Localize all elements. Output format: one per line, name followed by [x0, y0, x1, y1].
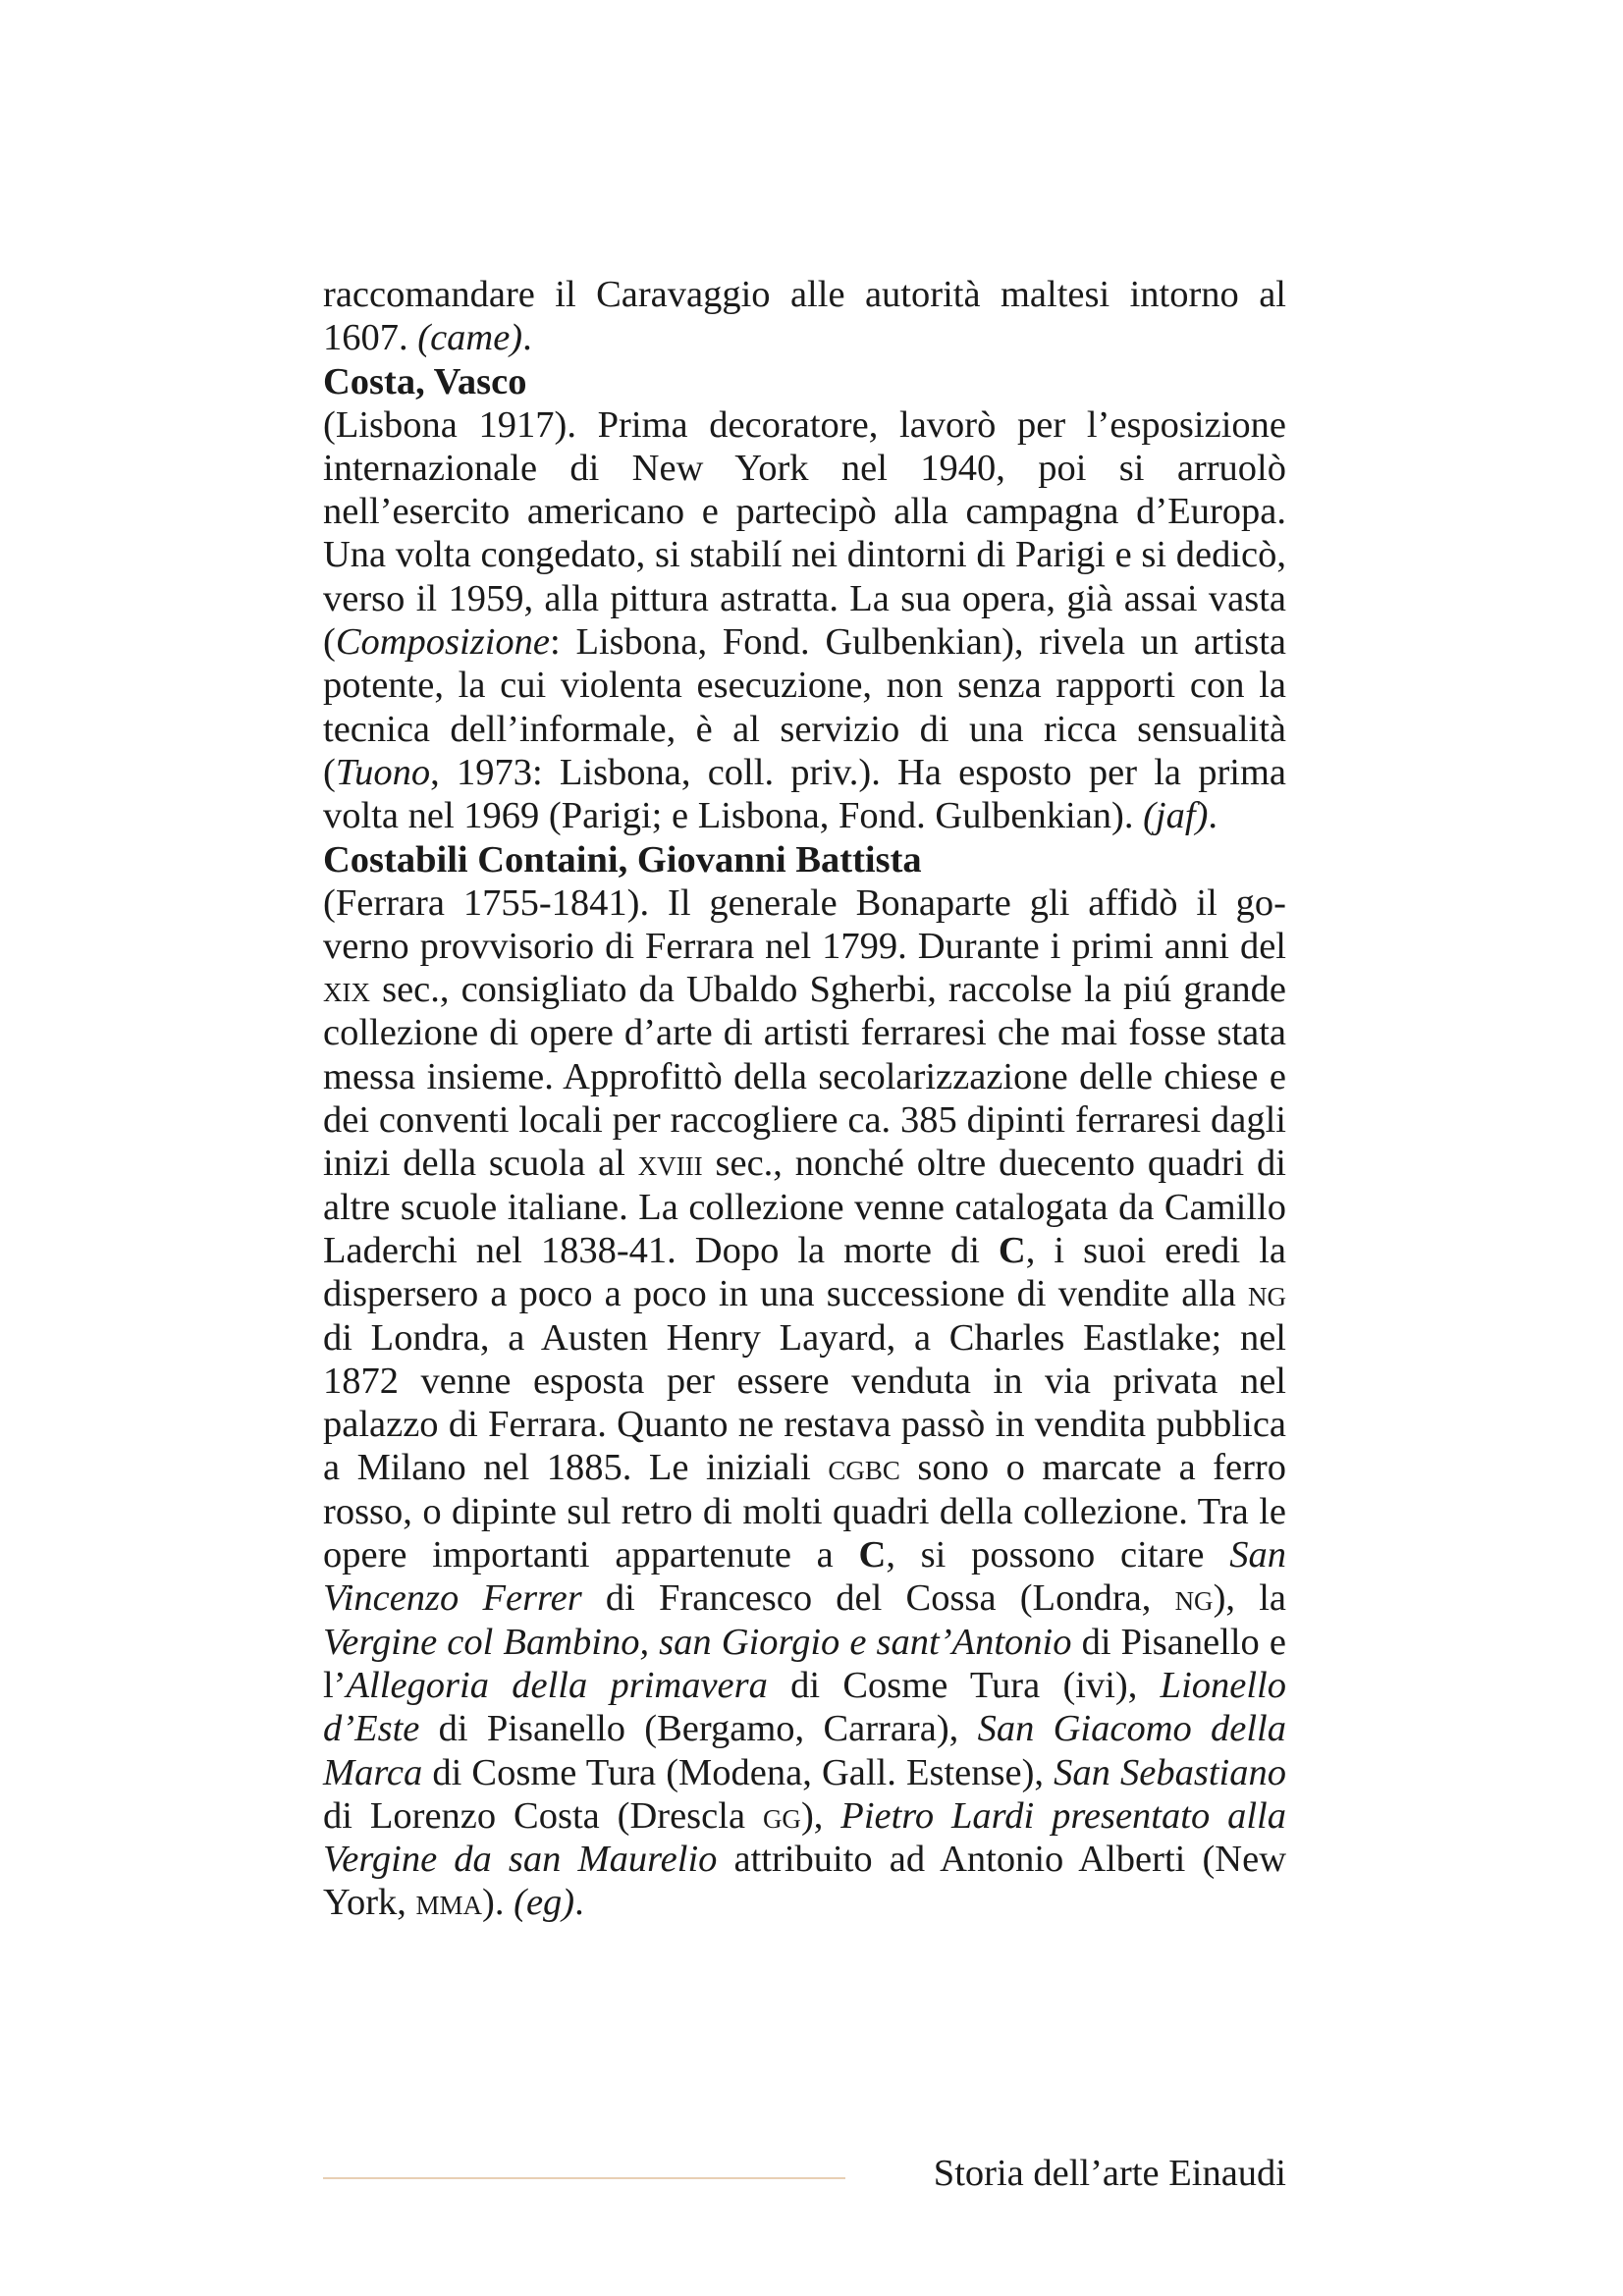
- text-run: ),: [800, 1794, 841, 1837]
- author-initials: (jaf): [1143, 795, 1209, 837]
- text-run: (Lisbona 1917). Prima decoratore, lavorò per l’esposizione internazionale di New York nel 1940, poi si arruolò nell’esercito americano e partecipò alla campagna d’Europa. Una volta congedato, si stabilí nei dintorni di Parigi e si dedicò, verso il 1959, alla pittura astratta. La sua opera, già assai vasta (: [323, 403, 1286, 664]
- text-run: .: [522, 317, 532, 359]
- text-run: .: [574, 1882, 584, 1924]
- artwork-title: Tuono: [335, 751, 431, 793]
- artwork-title: San Sebastiano: [1054, 1751, 1286, 1793]
- text-run: di Lorenzo Costa (Drescla: [323, 1794, 763, 1837]
- text-run: : Lisbona, Fond. Gulbenkian), rivela un artista potente, la cui violenta esecuzione, non senza rapporti con la tecnica dell’informale, è al servizio di una ricca sensualità (: [323, 621, 1286, 793]
- museum-abbreviation: ng: [1174, 1577, 1214, 1620]
- previous-entry-paragraph: [323, 273, 1286, 360]
- century-numeral: xix: [323, 969, 370, 1011]
- text-run: (Ferrara 1755-1841). Il generale Bonaparte gli affidò il governo provvisorio di Ferrara nel 1799. Durante i primi anni del: [323, 881, 1286, 967]
- text-run: sec., nonché oltre duecento quadri di altre scuole italiane. La collezione venne catalogata da Camillo Laderchi nel 1838-41. Dopo la morte di: [323, 1143, 1287, 1271]
- museum-abbreviation: gg: [762, 1794, 801, 1837]
- entry-title-costabili: Costabili Containi, Giovanni Battista: [323, 838, 922, 881]
- artwork-title: Composizione: [335, 621, 551, 664]
- author-initials: (came): [417, 317, 523, 359]
- artwork-title: Lionello d’Este: [323, 1664, 1286, 1750]
- century-numeral: xviii: [637, 1143, 703, 1185]
- text-run: , 1973: Lisbona, coll. priv.). Ha esposto per la prima volta nel 1969 (Parigi; e Lisbona, Fond. Gulbenkian).: [323, 751, 1286, 837]
- artwork-title: San Giacomo della Marca: [323, 1708, 1287, 1793]
- text-run: di Londra, a Austen Henry Layard, a Charles Eastlake; nel 1872 venne esposta per essere venduta in via privata nel palazzo di Ferrara. Quanto ne restava passò in vendita pubblica a Milano nel 1885. Le iniziali: [323, 1316, 1286, 1489]
- text-run: di Pisanello (Bergamo, Carrara),: [419, 1708, 978, 1750]
- footer-publisher: Storia dell’arte Einaudi: [933, 2153, 1286, 2194]
- entry-body-costa: [323, 403, 1286, 838]
- text-run: raccomandare il Caravaggio alle autorità maltesi intorno al 1607.: [323, 274, 1286, 359]
- text-run: , si possono citare: [886, 1534, 1230, 1576]
- entry-body-costabili: [323, 881, 1286, 1925]
- text-run: di Cosme Tura (Modena, Gall. Estense),: [422, 1751, 1055, 1793]
- artwork-title: Vergine col Bambino, san Giorgio e sant’Antonio: [323, 1621, 1072, 1663]
- artwork-title: San Vincenzo Ferrer: [323, 1534, 1287, 1620]
- text-run: .: [1208, 795, 1218, 837]
- entry-title-costa: Costa, Vasco: [323, 360, 527, 402]
- text-run: attribuito ad Antonio Alberti (New York,: [323, 1839, 1287, 1924]
- collection-initials: cgbc: [828, 1447, 900, 1489]
- text-run: ).: [482, 1882, 514, 1924]
- museum-abbreviation: mma: [415, 1882, 483, 1924]
- museum-abbreviation: ng: [1248, 1273, 1286, 1315]
- text-run: di Francesco del Cossa (Londra,: [581, 1577, 1175, 1620]
- entry-abbreviation: C: [858, 1534, 887, 1576]
- text-run: di Cosme Tura (ivi),: [767, 1664, 1161, 1706]
- author-initials: (eg): [514, 1882, 575, 1924]
- artwork-title: Pietro Lardi presentato alla Vergine da san Maurelio: [323, 1794, 1286, 1881]
- entry-abbreviation: C: [998, 1229, 1026, 1271]
- footer-rule: [323, 2177, 845, 2179]
- artwork-title: Allegoria della primavera: [346, 1664, 768, 1706]
- text-run: ), la: [1213, 1577, 1286, 1620]
- page-body: [323, 273, 1286, 1925]
- text-run: , i suoi eredi la dispersero a poco a poco in una successione di vendite alla: [323, 1229, 1286, 1315]
- text-run: sec., consigliato da Ubaldo Sgherbi, raccolse la piú grande collezione di opere d’arte di artisti ferraresi che mai fosse stata messa insieme. Approfittò della secolarizzazione delle chiese e dei conventi locali per raccogliere ca. 385 dipinti ferraresi dagli inizi della scuola al: [323, 969, 1286, 1185]
- text-run: di Pisanello e l’: [323, 1621, 1286, 1706]
- text-run: sono o marcate a ferro rosso, o dipinte sul retro di molti quadri della collezione. Tra le opere importanti appartenute a: [323, 1447, 1286, 1576]
